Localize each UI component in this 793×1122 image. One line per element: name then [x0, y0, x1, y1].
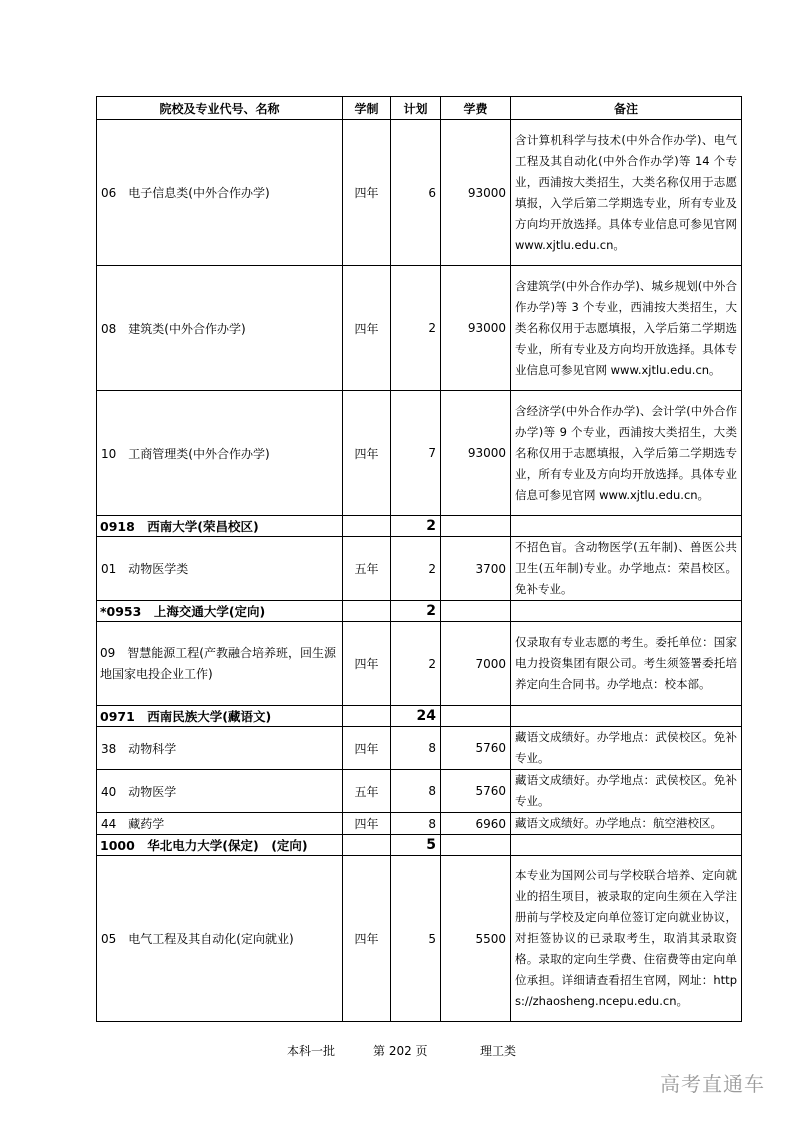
major-name: 40 动物医学 [97, 770, 343, 813]
header-system: 学制 [343, 97, 391, 120]
school-plan-total: 5 [391, 835, 441, 856]
tuition-fee: 5760 [441, 727, 511, 770]
plan-count: 7 [391, 391, 441, 516]
footer-batch: 本科一批 [287, 1044, 336, 1058]
header-plan: 计划 [391, 97, 441, 120]
table-row [97, 391, 742, 516]
header-note: 备注 [511, 97, 742, 120]
major-name: 08 建筑类(中外合作办学) [97, 266, 343, 391]
remark: 含计算机科学与技术(中外合作办学)、电气工程及其自动化(中外合作办学)等 14 个专业，西浦按大类招生，大类名称仅用于志愿填报，入学后第二学期选专业，所有专业及方向均开放选择。具体专业信息可参见官网 www.xjtlu.edu.cn。 [511, 120, 742, 266]
study-years: 四年 [343, 120, 391, 266]
table-row [97, 537, 742, 601]
table-row [97, 856, 742, 1022]
admission-plan-table [96, 96, 742, 1022]
table-row [97, 120, 742, 266]
plan-count: 2 [391, 622, 441, 706]
watermark: 高考直通车 [660, 1072, 765, 1096]
major-name: 09 智慧能源工程(产教融合培养班，回生源地国家电投企业工作) [97, 622, 343, 706]
remark: 仅录取有专业志愿的考生。委托单位：国家电力投资集团有限公司。考生须签署委托培养定向生合同书。办学地点：校本部。 [511, 622, 742, 706]
school-row [97, 706, 742, 727]
table-row [97, 813, 742, 835]
header-fee: 学费 [441, 97, 511, 120]
plan-count: 5 [391, 856, 441, 1022]
tuition-fee: 93000 [441, 120, 511, 266]
remark: 本专业为国网公司与学校联合培养、定向就业的招生项目，被录取的定向生须在入学注册前与学校及定向单位签订定向就业协议，对拒签协议的已录取考生，取消其录取资格。录取的定向生学费、住宿费等由定向单位承担。详细请查看招生官网，网址：https://zhaosheng.ncepu.edu.cn。 [511, 856, 742, 1022]
study-years: 五年 [343, 537, 391, 601]
study-years: 四年 [343, 266, 391, 391]
tuition-fee: 5760 [441, 770, 511, 813]
study-years: 四年 [343, 391, 391, 516]
tuition-fee: 6960 [441, 813, 511, 835]
remark: 藏语文成绩好。办学地点：武侯校区。免补专业。 [511, 727, 742, 770]
plan-count: 2 [391, 537, 441, 601]
plan-count: 8 [391, 770, 441, 813]
table-row [97, 727, 742, 770]
major-name: 01 动物医学类 [97, 537, 343, 601]
remark: 含建筑学(中外合作办学)、城乡规划(中外合作办学)等 3 个专业，西浦按大类招生，大类名称仅用于志愿填报，入学后第二学期选专业，所有专业及方向均开放选择。具体专业信息可参见官网 www.xjtlu.edu.cn。 [511, 266, 742, 391]
footer-category: 理工类 [480, 1044, 517, 1058]
table-row [97, 266, 742, 391]
header-name: 院校及专业代号、名称 [97, 97, 343, 120]
table-header-row [97, 97, 742, 120]
major-name: 10 工商管理类(中外合作办学) [97, 391, 343, 516]
major-name: 44 藏药学 [97, 813, 343, 835]
remark: 不招色盲。含动物医学(五年制)、兽医公共卫生(五年制)专业。办学地点：荣昌校区。免补专业。 [511, 537, 742, 601]
plan-count: 8 [391, 813, 441, 835]
school-name: 0971 西南民族大学(藏语文) [97, 706, 343, 727]
school-name: 0918 西南大学(荣昌校区) [97, 516, 343, 537]
remark: 含经济学(中外合作办学)、会计学(中外合作办学)等 9 个专业，西浦按大类招生，大类名称仅用于志愿填报，入学后第二学期选专业，所有专业及方向均开放选择。具体专业信息可参见官网 www.xjtlu.edu.cn。 [511, 391, 742, 516]
study-years: 四年 [343, 856, 391, 1022]
tuition-fee: 3700 [441, 537, 511, 601]
school-row [97, 516, 742, 537]
study-years: 五年 [343, 770, 391, 813]
remark: 藏语文成绩好。办学地点：武侯校区。免补专业。 [511, 770, 742, 813]
tuition-fee: 5500 [441, 856, 511, 1022]
school-row [97, 601, 742, 622]
plan-count: 6 [391, 120, 441, 266]
footer-page-number: 第 202 页 [373, 1044, 428, 1058]
remark: 藏语文成绩好。办学地点：航空港校区。 [511, 813, 742, 835]
table-row [97, 770, 742, 813]
school-plan-total: 2 [391, 601, 441, 622]
plan-count: 2 [391, 266, 441, 391]
school-plan-total: 24 [391, 706, 441, 727]
school-row [97, 835, 742, 856]
table-row [97, 622, 742, 706]
tuition-fee: 93000 [441, 391, 511, 516]
school-name: *0953 上海交通大学(定向) [97, 601, 343, 622]
tuition-fee: 7000 [441, 622, 511, 706]
study-years: 四年 [343, 622, 391, 706]
major-name: 05 电气工程及其自动化(定向就业) [97, 856, 343, 1022]
plan-count: 8 [391, 727, 441, 770]
study-years: 四年 [343, 813, 391, 835]
major-name: 06 电子信息类(中外合作办学) [97, 120, 343, 266]
school-plan-total: 2 [391, 516, 441, 537]
study-years: 四年 [343, 727, 391, 770]
school-name: 1000 华北电力大学(保定) (定向) [97, 835, 343, 856]
tuition-fee: 93000 [441, 266, 511, 391]
major-name: 38 动物科学 [97, 727, 343, 770]
